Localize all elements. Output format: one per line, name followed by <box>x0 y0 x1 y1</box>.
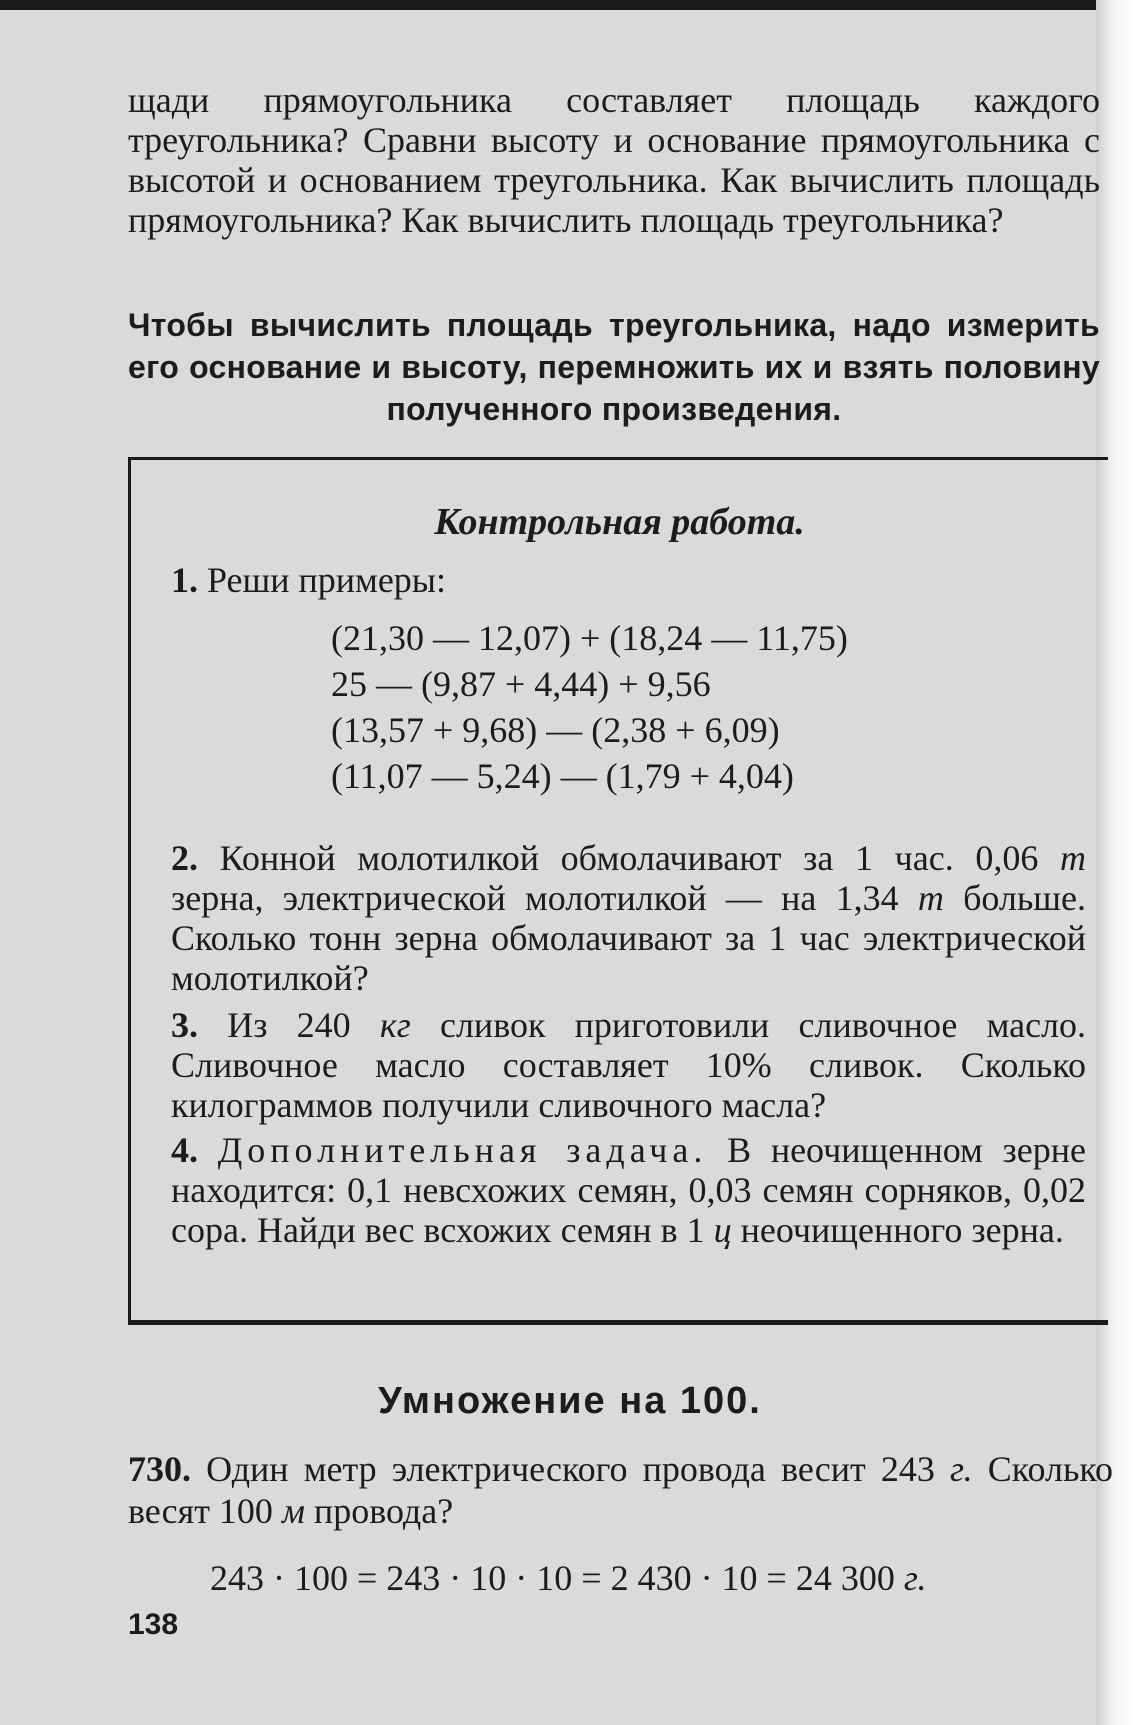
scan-top-edge <box>0 0 1140 10</box>
task-number: 3. <box>171 1005 198 1045</box>
task-number: 1. <box>171 560 198 600</box>
control-work-title: Контрольная работа. <box>434 501 805 543</box>
control-work-box <box>128 457 1108 1325</box>
task-2 <box>171 838 1086 998</box>
unit-label: т <box>917 878 944 918</box>
unit-label: г. <box>950 1449 973 1489</box>
example-3: (13,57 + 9,68) — (2,38 + 6,09) <box>331 710 780 750</box>
task-text: зерна, электрической молотилкой — на 1,34 <box>171 878 899 918</box>
task-text: сливок приготовили сливочное масло. Сливочное масло составляет 10% сливок. Сколько килограммов получили сливочного масла? <box>171 1005 1087 1125</box>
problem-text: провода? <box>313 1491 454 1531</box>
task-label: Дополнительная задача. <box>217 1130 708 1170</box>
problem-text: Сколько весят 100 <box>128 1449 1114 1531</box>
calculation-line <box>210 1557 926 1599</box>
unit-label: м <box>281 1491 305 1531</box>
section-title: Умножение на 100. <box>378 1380 762 1422</box>
example-2: 25 — (9,87 + 4,44) + 9,56 <box>331 664 711 704</box>
task-text: В неочищенном зерне находится: 0,1 невсхожих семян, 0,03 семян сорняков, 0,02 сора. Найди вес всхожих семян в 1 <box>171 1130 1086 1250</box>
rule-paragraph: Чтобы вычислить площадь треугольника, надо измерить его основание и высоту, перемножить их и взять половину полученного произведения. <box>128 307 1100 427</box>
task-number: 4. <box>171 1130 198 1170</box>
unit-label: кг <box>379 1005 411 1045</box>
task-1 <box>171 560 1086 600</box>
example-4: (11,07 — 5,24) — (1,79 + 4,04) <box>331 756 794 796</box>
problem-number: 730. <box>128 1449 191 1489</box>
problem-730 <box>128 1448 1113 1532</box>
problem-text: Один метр электрического провода весит 243 <box>206 1449 935 1489</box>
unit-label: г. <box>903 1558 927 1598</box>
example-1: (21,30 — 12,07) + (18,24 — 11,75) <box>331 618 848 658</box>
task-text: Реши примеры: <box>207 560 446 600</box>
task-text: больше. Сколько тонн зерна обмолачивают за 1 час электрической молотилкой? <box>171 878 1087 998</box>
task-text: неочищенного зерна. <box>740 1210 1064 1250</box>
task-3 <box>171 1005 1086 1125</box>
intro-paragraph: щади прямоугольника составляет площадь каждого треугольника? Сравни высоту и основание прямоугольника с высотой и основанием треугольника. Как вычислить площадь прямоугольника? Как вычислить площадь треугольника? <box>128 80 1100 240</box>
task-number: 2. <box>171 838 198 878</box>
unit-label: ц <box>713 1210 732 1250</box>
page-number: 138 <box>128 1608 179 1641</box>
task-text: Конной молотилкой обмолачивают за 1 час. 0,06 <box>219 838 1039 878</box>
task-text: Из 240 <box>227 1005 351 1045</box>
calculation-expression: 243 · 100 = 243 · 10 · 10 = 2 430 · 10 = 24 300 <box>210 1558 895 1598</box>
unit-label: т <box>1060 838 1087 878</box>
task-4 <box>171 1130 1086 1250</box>
